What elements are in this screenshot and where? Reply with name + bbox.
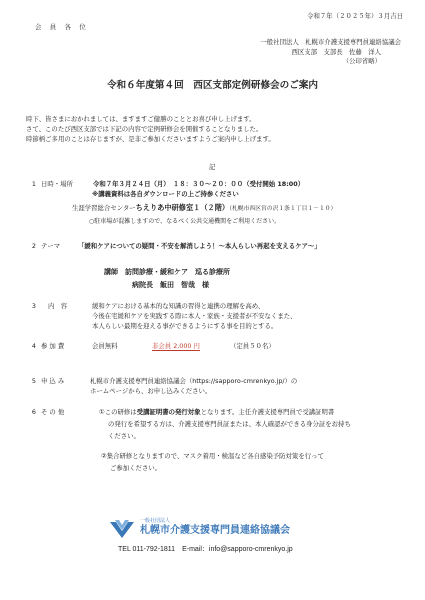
fee-member: 会員無料 — [92, 342, 118, 350]
venue-line — [72, 204, 336, 213]
apply-line-1: 札幌市介護支援専門員連絡協議会（https://sapporo-cmrenkyo.jp/）の — [90, 377, 298, 385]
content-label: 内 容 — [48, 302, 68, 310]
lecturer-line-1: 講師 訪問診療・緩和ケア 巡る診療所 — [104, 268, 230, 276]
datetime-label: 日時・場所 — [41, 180, 73, 188]
other-label: そ の 他 — [41, 408, 65, 416]
fee-nonmember: 非会員 2,000 円 — [152, 342, 200, 350]
note1-rest: となります。主任介護支援専門員で受講証明書 — [200, 408, 335, 416]
other-note-1-line-3: ください。 — [108, 432, 140, 440]
datetime-value: 令和７年３月２４日（月） １８：３０～２０：００（受付開始 18:00） — [93, 180, 305, 188]
other-note-2-line-2: ご参加ください。 — [110, 464, 162, 472]
theme-label: テーマ — [41, 242, 61, 250]
content-line-3: 本人らしい最期を迎える事ができるようにする事を目的とする。 — [92, 322, 278, 330]
content-line-1: 緩和ケアにおける基本的な知識の習得と連携の理解を高め、 — [92, 302, 265, 310]
item-number-1: 1 — [31, 180, 36, 188]
ki-mark: 記 — [209, 163, 216, 171]
other-note-1-line-2: の発行を希望する方は、介護支援専門員証または、本人確認ができる身分証をお持ち — [108, 420, 351, 428]
intro-line-1: 時下、皆さまにおかれましては、ますますご健勝のこととお喜び申し上げます。 — [26, 115, 256, 123]
sender-org: 一般社団法人 札幌市介護支援専門員連絡協議会 — [260, 38, 401, 46]
materials-note: ※講義資料は各自ダウンロードの上ご持参ください — [92, 190, 239, 198]
capacity: （定員５０名） — [230, 342, 275, 350]
item-number-5: 5 — [31, 377, 36, 385]
item-number-3: 3 — [31, 302, 36, 310]
intro-line-3: 時節柄ご多用のことは存じますが、是非ご参加くださいますようご案内申し上げます。 — [26, 135, 275, 143]
item-number-4: 4 — [31, 342, 36, 350]
content-line-2: 今後在宅緩和ケアを実践する際に本人・家族・支援者が不安なくまた、 — [92, 312, 297, 320]
association-logo-icon — [108, 518, 136, 540]
page-title: 令和６年度第４回 西区支部定例研修会のご案内 — [106, 80, 319, 91]
contact-line: TEL 011-792-1811 E-mail：info@sapporo-cmrenkyo.jp — [118, 546, 293, 553]
other-note-1-line-1 — [99, 408, 334, 416]
logo-org-type: 一般社団法人 — [140, 518, 171, 524]
issue-date: 令和７年（２０２５年）３月吉日 — [307, 12, 403, 20]
parking-note: ○駐車場が混雑しますので、なるべく公共交通機関をご利用ください。 — [89, 218, 281, 225]
other-note-2-line-1: ②集合研修となりますので、マスク着用・検温など各自感染予防対策を行って — [101, 452, 324, 460]
venue-prefix: 生涯学習総合センター — [72, 204, 136, 212]
intro-line-2: さて、このたび西区支部では下記の内容で定例研修会を開催することなりました。 — [26, 125, 263, 133]
apply-line-2: ホームページから、お申し込みください。 — [90, 387, 212, 395]
item-number-6: 6 — [31, 408, 36, 416]
recipients: 会 員 各 位 — [35, 23, 87, 31]
note1-prefix: ①この研修は — [99, 408, 137, 416]
note1-bold: 受講証明書の発行対象 — [136, 408, 201, 416]
theme-value: 「緩和ケアについての疑問・不安を解消しよう！～本人らしい再起を支えるケア～」 — [78, 242, 321, 250]
lecturer-line-2: 病院長 飯田 智哉 様 — [132, 281, 209, 289]
venue-address: （札幌市西区宮の沢１条１丁目１－１０） — [229, 206, 337, 212]
venue-room: ちえりあ中研修室１（２階） — [135, 203, 230, 212]
seal-note: （公印省略） — [342, 57, 381, 65]
logo-org-name: 札幌市介護支援専門員連絡協議会 — [140, 525, 290, 536]
fee-label: 参 加 費 — [41, 342, 65, 350]
apply-label: 申 込 み — [41, 377, 65, 385]
sender-branch: 西区支部 支部長 佐藤 洋人 — [291, 48, 381, 56]
item-number-2: 2 — [31, 242, 36, 250]
